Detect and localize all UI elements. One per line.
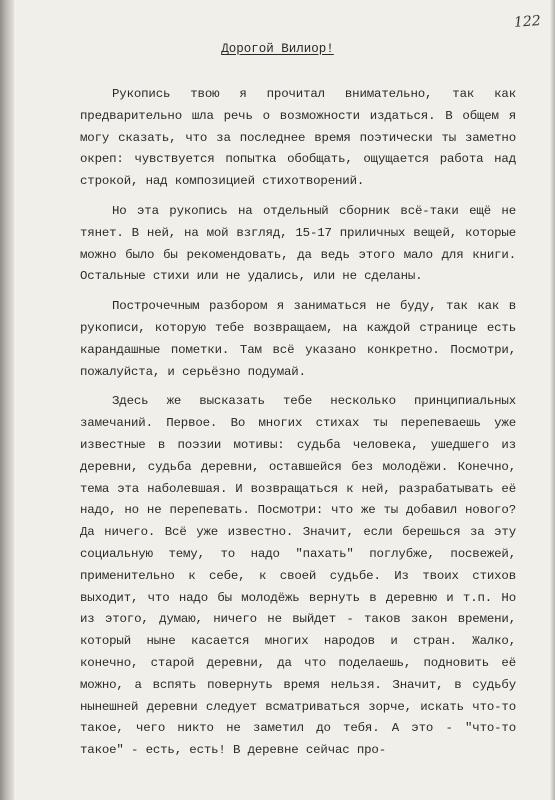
- page-edge-shadow: [550, 0, 555, 800]
- salutation-text: Дорогой Вилиор!: [221, 42, 334, 56]
- paragraph-1: Рукопись твою я прочитал внимательно, так как предварительно шла речь о возможности издаться. В общем я могу сказать, что за последнее время поэтически ты заметно окреп: чувствуется попытка обобщать, ощущается работа над строкой, над композицией стихотворений.: [80, 87, 516, 189]
- page-number: 122: [513, 13, 542, 31]
- page-binding-shadow: [0, 0, 14, 800]
- letter-salutation: [0, 42, 555, 56]
- paragraph-4: Здесь же высказать тебе несколько принципиальных замечаний. Первое. Во многих стихах ты перепеваешь уже известные в поэзии мотивы: судьба человека, ушедшего из деревни, судьба деревни, оставшейся без молодёжи. Конечно, тема эта наболевшая. И возвращаться к ней, разрабатывать её надо, но не перепевать. Посмотри: что же ты добавил нового? Да ничего. Всё уже известно. Значит, если берешься за эту социальную тему, то надо "пахать" поглубже, посвежей, применительно к себе, к своей судьбе. Из твоих стихов выходит, что надо бы молодёжь вернуть в деревню и т.п. Но из этого, думаю, ничего не выйдет - таков закон времени, который ныне касается многих народов и стран. Жалко, конечно, старой деревни, да что поделаешь, подновить её можно, а вспять повернуть время нельзя. Значит, в судьбу нынешней деревни следует всматриваться зорче, искать что-то такое, чего никто не заметил до тебя. А это - "что-то такое" - есть, есть! В деревне сейчас про-: [80, 394, 516, 758]
- letter-body: [80, 84, 516, 770]
- paragraph-2: Но эта рукопись на отдельный сборник всё-таки ещё не тянет. В ней, на мой взгляд, 15-17 приличных вещей, которые можно было бы рекомендовать, да ведь этого мало для книги. Остальные стихи или не удались, или не сделаны.: [80, 203, 516, 284]
- paragraph-3: Построчечным разбором я заниматься не буду, так как в рукописи, которую тебе возвращаем, на каждой странице есть карандашные пометки. Там всё указано конкретно. Посмотри, пожалуйста, и серьёзно подумай.: [80, 299, 516, 379]
